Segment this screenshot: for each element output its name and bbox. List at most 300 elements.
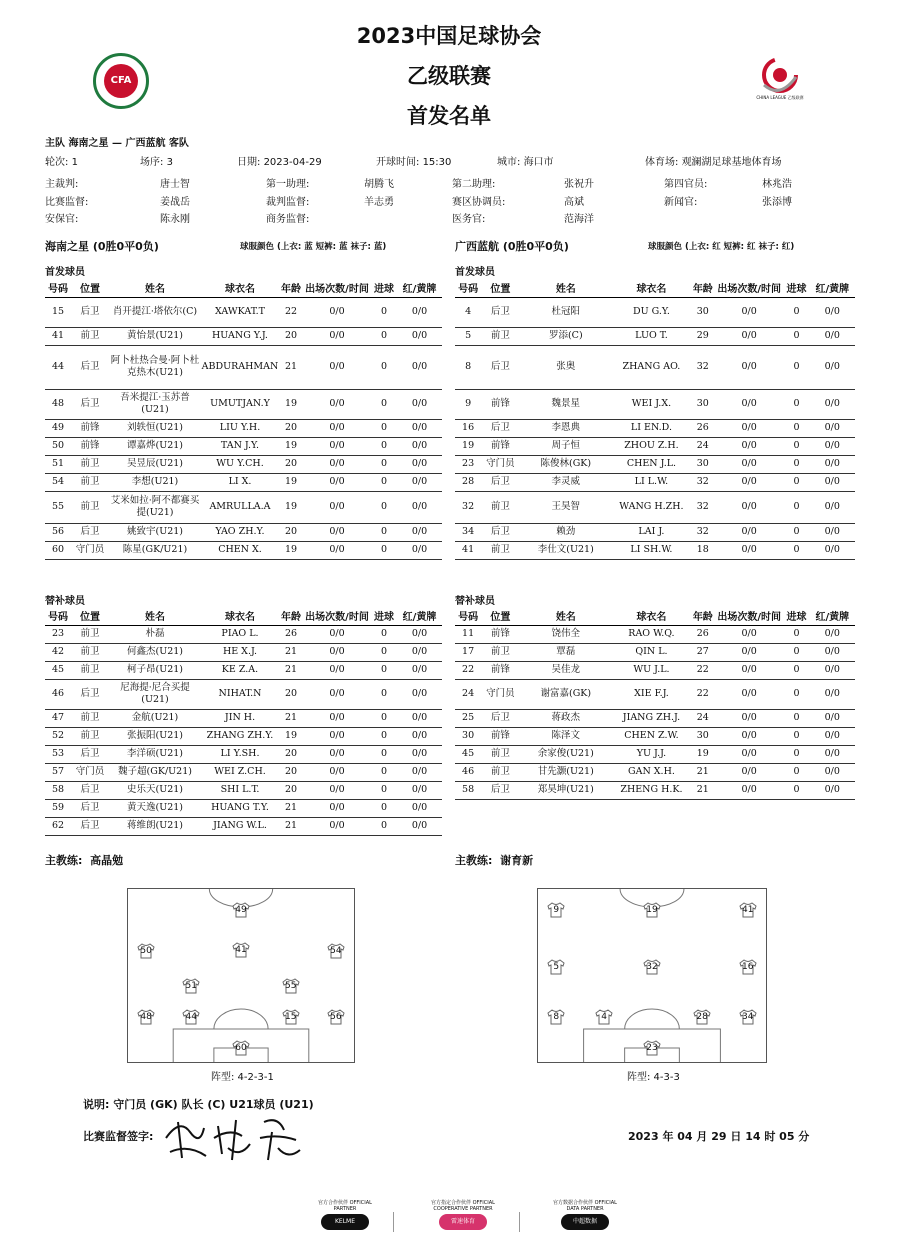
player-appearances: 0/0 [329,440,345,451]
match-no-value: 3 [166,157,173,168]
player-goals: 0 [380,784,388,795]
column-header: 位置 [80,611,100,623]
player-number: 41 [462,544,475,555]
home-formation-pitch [127,888,355,1063]
player-number: 28 [462,476,475,487]
player-shirt-name: RAO W.Q. [628,628,675,639]
player-position: 守门员 [75,766,105,777]
player-shirt-name: LI SH.W. [630,544,673,555]
player-appearances: 0/0 [741,330,757,341]
sponsor-caption: 官方数据合作伙伴 OFFICIAL DATA PARTNER [553,1200,617,1212]
player-row [455,327,855,345]
player-shirt-number: 23 [646,1043,658,1054]
player-shirt-number: 15 [284,1012,297,1023]
player-age: 19 [284,544,298,555]
player-age: 20 [284,766,298,777]
player-number: 34 [462,526,475,537]
player-age: 21 [284,664,298,675]
player-position: 前锋 [490,440,510,451]
player-number: 46 [462,766,475,777]
player-age: 20 [284,688,298,699]
player-row [45,345,442,389]
player-shirt-name: ZHENG H.K. [620,784,683,795]
player-cards: 0/0 [411,526,428,537]
player-cards: 0/0 [824,476,840,487]
player-position: 前卫 [490,501,510,512]
date-value: 2023-04-29 [263,157,322,168]
player-position: 后卫 [490,306,510,317]
player-appearances: 0/0 [329,306,345,317]
player-appearances: 0/0 [329,802,345,813]
official-name: 范海洋 [564,214,594,225]
official-label: 第一助理: [266,179,310,190]
player-shirt-icon [136,1009,156,1025]
sponsor-caption: 官方合作伙伴 OFFICIAL PARTNER [318,1200,372,1212]
player-number: 19 [462,440,475,451]
player-appearances: 0/0 [741,766,757,777]
player-appearances: 0/0 [741,422,757,433]
supervisor-signature [160,1108,310,1168]
column-header: 进球 [374,611,394,623]
player-name: 金航(U21) [131,712,179,723]
player-position: 后卫 [490,784,510,795]
player-cards: 0/0 [411,361,428,372]
player-name: 柯子昂(U21) [126,664,183,675]
player-number: 60 [51,544,65,555]
player-shirt-name: WEI J.X. [631,398,672,409]
player-name: 艾米如拉·阿不都赛买提(U21) [110,495,200,518]
player-age: 20 [284,526,298,537]
player-shirt-number: 56 [330,1012,342,1023]
player-appearances: 0/0 [741,748,757,759]
player-number: 5 [465,330,472,341]
player-age: 32 [696,501,709,512]
player-goals: 0 [380,544,388,555]
column-header: 年龄 [692,283,713,295]
player-shirt-name: JIANG ZH.J. [622,712,681,723]
player-shirt-icon [642,902,662,918]
player-age: 22 [696,688,709,699]
player-number: 23 [51,628,65,639]
player-number: 49 [51,422,65,433]
player-shirt-name: JIANG W.L. [213,820,267,831]
player-row [455,661,855,679]
player-shirt-number: 32 [646,961,658,972]
match-no-label: 场序: [140,157,164,168]
away-kit-colors: 球服颜色 (上衣: 红 短裤: 红 袜子: 红) [648,242,795,252]
player-appearances: 0/0 [741,306,757,317]
player-goals: 0 [380,646,388,657]
teams-line: 主队 海南之星 — 广西蓝航 客队 [45,138,189,149]
player-name: 杜冠阳 [551,306,581,317]
player-goals: 0 [793,712,800,723]
player-goals: 0 [793,398,800,409]
player-goals: 0 [793,476,800,487]
player-shirt-number: 50 [140,946,152,957]
player-name: 李想(U21) [131,476,179,487]
player-row [455,491,855,523]
player-row [45,745,442,763]
player-number: 59 [51,802,65,813]
player-appearances: 0/0 [329,544,345,555]
player-goals: 0 [380,330,388,341]
player-appearances: 0/0 [329,748,345,759]
player-age: 32 [696,526,709,537]
player-row [45,389,442,419]
player-appearances: 0/0 [329,784,345,795]
player-shirt-name: JIN H. [224,712,256,723]
round-label: 轮次: [45,157,69,168]
player-position: 后卫 [80,820,100,831]
player-number: 22 [462,664,475,675]
home-formation-label: 阵型: 4-2-3-1 [211,1072,274,1083]
player-position: 前卫 [80,664,100,675]
player-number: 53 [51,748,65,759]
player-goals: 0 [380,712,388,723]
player-appearances: 0/0 [329,398,345,409]
player-cards: 0/0 [824,422,840,433]
player-number: 47 [51,712,65,723]
player-name: 黄天逸(U21) [126,802,183,813]
player-row [455,345,855,389]
player-age: 20 [284,458,298,469]
player-goals: 0 [793,501,800,512]
player-number: 58 [462,784,475,795]
player-name: 王昊智 [551,501,581,512]
player-position: 前锋 [490,730,510,741]
player-shirt-name: TAN J.Y. [220,440,260,451]
column-header: 红/黄牌 [815,611,850,623]
player-name: 姚致宇(U21) [126,526,183,537]
player-row [45,799,442,817]
player-goals: 0 [793,330,800,341]
player-row [45,661,442,679]
home-subs-label: 替补球员 [45,596,85,607]
player-age: 30 [696,730,709,741]
player-appearances: 0/0 [741,730,757,741]
player-shirt-name: LI X. [228,476,252,487]
player-age: 21 [284,802,298,813]
player-number: 15 [51,306,65,317]
player-goals: 0 [793,766,800,777]
player-appearances: 0/0 [329,730,345,741]
player-name: 谢富嘉(GK) [540,688,592,699]
player-appearances: 0/0 [329,476,345,487]
away-subs-label: 替补球员 [455,596,495,607]
player-goals: 0 [793,458,800,469]
player-row [45,327,442,345]
sponsor-logo: 中超数据 [561,1214,609,1230]
player-goals: 0 [380,766,388,777]
player-appearances: 0/0 [741,688,757,699]
player-goals: 0 [793,361,800,372]
player-name: 李恩典 [551,422,581,433]
player-goals: 0 [380,501,388,512]
player-cards: 0/0 [824,766,840,777]
player-name: 周子恒 [551,440,581,451]
player-position: 前卫 [490,766,510,777]
player-name: 李洋硕(U21) [126,748,183,759]
player-position: 后卫 [80,361,100,372]
player-shirt-icon [231,902,251,918]
player-age: 20 [284,422,298,433]
player-appearances: 0/0 [329,330,345,341]
sponsor-caption: 官方指定合作伙伴 OFFICIAL COOPERATIVE PARTNER [431,1200,495,1212]
player-age: 21 [696,784,709,795]
player-row [455,419,855,437]
player-position: 后卫 [80,526,100,537]
player-name: 余家俊(U21) [537,748,594,759]
player-name: 吴佳龙 [551,664,581,675]
player-cards: 0/0 [824,664,840,675]
player-age: 20 [284,748,298,759]
player-row [455,541,855,559]
column-header: 年龄 [281,283,301,295]
official-name: 唐士智 [160,179,190,190]
player-shirt-number: 34 [742,1012,754,1023]
player-shirt-name: LIU Y.H. [219,422,261,433]
player-position: 前卫 [80,712,100,723]
player-appearances: 0/0 [329,501,345,512]
home-team-title: 海南之星 (0胜0平0负) [45,240,159,253]
player-shirt-icon [326,943,346,959]
player-shirt-number: 51 [185,980,197,991]
player-goals: 0 [380,398,388,409]
player-number: 4 [465,306,472,317]
player-row [455,727,855,745]
column-header: 出场次数/时间 [717,283,781,295]
player-row [455,455,855,473]
player-shirt-icon [326,1009,346,1025]
player-goals: 0 [380,422,388,433]
player-shirt-icon [642,1040,662,1056]
player-number: 57 [51,766,65,777]
player-row [455,297,855,327]
player-number: 8 [465,361,472,372]
player-shirt-name: UMUTJAN.Y [210,398,270,409]
player-cards: 0/0 [411,330,428,341]
player-name: 蒋维朗(U21) [126,820,183,831]
player-row [455,781,855,799]
player-age: 30 [696,458,709,469]
player-shirt-name: WANG H.ZH. [619,501,684,512]
player-age: 19 [284,730,298,741]
player-shirt-number: 41 [235,944,247,955]
player-name: 吾米提江·玉苏普(U21) [120,392,190,415]
player-shirt-name: QIN L. [635,646,668,657]
player-number: 17 [462,646,475,657]
player-goals: 0 [793,646,800,657]
player-goals: 0 [793,544,800,555]
official-label: 主裁判: [45,179,79,190]
player-goals: 0 [380,748,388,759]
player-position: 前锋 [490,398,510,409]
player-shirt-number: 49 [235,904,247,915]
player-position: 前卫 [80,646,100,657]
player-position: 后卫 [80,306,100,317]
player-shirt-icon [692,1009,712,1025]
player-goals: 0 [793,688,800,699]
player-shirt-number: 5 [553,961,560,972]
player-position: 后卫 [80,802,100,813]
player-name: 朴磊 [145,628,165,639]
kickoff-label: 开球时间: [376,157,420,168]
city-label: 城市: [497,157,521,168]
player-cards: 0/0 [824,501,840,512]
player-shirt-number: 4 [601,1012,607,1023]
player-appearances: 0/0 [741,361,757,372]
column-header: 进球 [786,283,807,295]
away-coach-label: 主教练: [455,854,493,867]
player-age: 30 [696,306,709,317]
player-shirt-name: CHEN X. [218,544,262,555]
player-appearances: 0/0 [329,422,345,433]
player-shirt-icon [231,942,251,958]
away-team-title: 广西蓝航 (0胜0平0负) [455,240,569,253]
player-number: 25 [462,712,475,723]
player-shirt-name: ZHOU Z.H. [624,440,679,451]
player-number: 11 [462,628,475,639]
player-goals: 0 [793,440,800,451]
player-position: 前卫 [490,330,510,341]
player-shirt-number: 19 [646,904,658,915]
player-shirt-number: 41 [742,904,754,915]
player-age: 19 [696,748,709,759]
player-goals: 0 [380,730,388,741]
player-age: 21 [284,361,298,372]
player-age: 27 [696,646,709,657]
player-row [455,625,855,643]
player-position: 守门员 [486,688,515,699]
column-header: 号码 [458,611,479,623]
player-row [45,455,442,473]
player-cards: 0/0 [411,628,428,639]
player-cards: 0/0 [824,712,840,723]
player-row [455,745,855,763]
column-header: 进球 [786,611,807,623]
player-position: 后卫 [490,476,510,487]
player-number: 24 [462,688,475,699]
column-header: 位置 [490,283,511,295]
home-kit-colors: 球服颜色 (上衣: 蓝 短裤: 蓝 袜子: 蓝) [240,242,387,252]
player-number: 62 [51,820,65,831]
player-number: 45 [462,748,475,759]
player-shirt-name: GAN X.H. [628,766,675,777]
signature-label: 比赛监督签字: [83,1130,154,1143]
player-position: 后卫 [490,422,510,433]
player-shirt-number: 44 [185,1012,197,1023]
player-row [45,679,442,709]
player-cards: 0/0 [411,544,428,555]
player-age: 26 [284,628,298,639]
official-label: 新闻官: [664,197,698,208]
official-label: 赛区协调员: [452,197,506,208]
venue-label: 体育场: [645,157,679,168]
official-name: 陈永刚 [160,214,190,225]
player-age: 24 [696,712,709,723]
player-age: 21 [284,820,298,831]
player-cards: 0/0 [824,748,840,759]
player-row [45,297,442,327]
player-appearances: 0/0 [329,820,345,831]
player-position: 前锋 [490,664,510,675]
away-formation-label: 阵型: 4-3-3 [627,1072,680,1083]
column-header: 红/黄牌 [402,283,437,295]
column-header: 出场次数/时间 [305,283,369,295]
player-shirt-icon [738,902,758,918]
player-age: 22 [284,306,298,317]
player-cards: 0/0 [411,748,428,759]
player-row [455,709,855,727]
player-name: 罗添(C) [548,330,583,341]
player-cards: 0/0 [411,730,428,741]
player-shirt-name: WU Y.CH. [216,458,264,469]
player-appearances: 0/0 [741,398,757,409]
player-appearances: 0/0 [741,784,757,795]
player-name: 李仕文(U21) [537,544,594,555]
player-age: 19 [284,440,298,451]
player-age: 21 [696,766,709,777]
china-league-logo [756,55,804,103]
player-number: 58 [51,784,65,795]
report-timestamp: 2023 年 04 月 29 日 14 时 05 分 [628,1130,810,1143]
player-position: 守门员 [75,544,105,555]
player-position: 前锋 [490,628,510,639]
player-position: 前锋 [80,440,100,451]
official-label: 商务监督: [266,214,310,225]
player-goals: 0 [380,526,388,537]
player-shirt-icon [546,902,566,918]
player-cards: 0/0 [824,361,840,372]
player-shirt-icon [738,959,758,975]
column-header: 号码 [48,611,68,623]
doc-title-line1: 2023中国足球协会 [356,24,542,48]
player-position: 前卫 [80,330,100,341]
away-starters-table [455,283,855,560]
sponsor-kelme [313,1200,377,1230]
player-name: 何鑫杰(U21) [126,646,183,657]
player-row [455,473,855,491]
player-goals: 0 [793,628,800,639]
player-shirt-name: HE X.J. [222,646,258,657]
player-name: 谭嘉烨(U21) [126,440,183,451]
player-name: 张奥 [556,361,576,372]
player-cards: 0/0 [411,820,428,831]
player-cards: 0/0 [411,766,428,777]
player-position: 前卫 [80,458,100,469]
player-name: 覃磊 [556,646,576,657]
column-header: 号码 [48,283,68,295]
player-appearances: 0/0 [741,501,757,512]
venue-value: 观澜湖足球基地体育场 [681,157,782,168]
player-age: 18 [696,544,709,555]
player-goals: 0 [380,664,388,675]
player-goals: 0 [793,748,800,759]
player-number: 30 [462,730,475,741]
column-header: 红/黄牌 [402,611,437,623]
player-cards: 0/0 [411,784,428,795]
player-number: 16 [462,422,475,433]
player-shirt-number: 60 [235,1043,247,1054]
player-row [455,643,855,661]
player-position: 前卫 [490,544,510,555]
player-cards: 0/0 [824,440,840,451]
player-appearances: 0/0 [329,628,345,639]
round-value: 1 [71,157,78,168]
player-appearances: 0/0 [329,688,345,699]
column-header: 球衣名 [636,283,667,295]
kickoff-value: 15:30 [422,157,452,168]
